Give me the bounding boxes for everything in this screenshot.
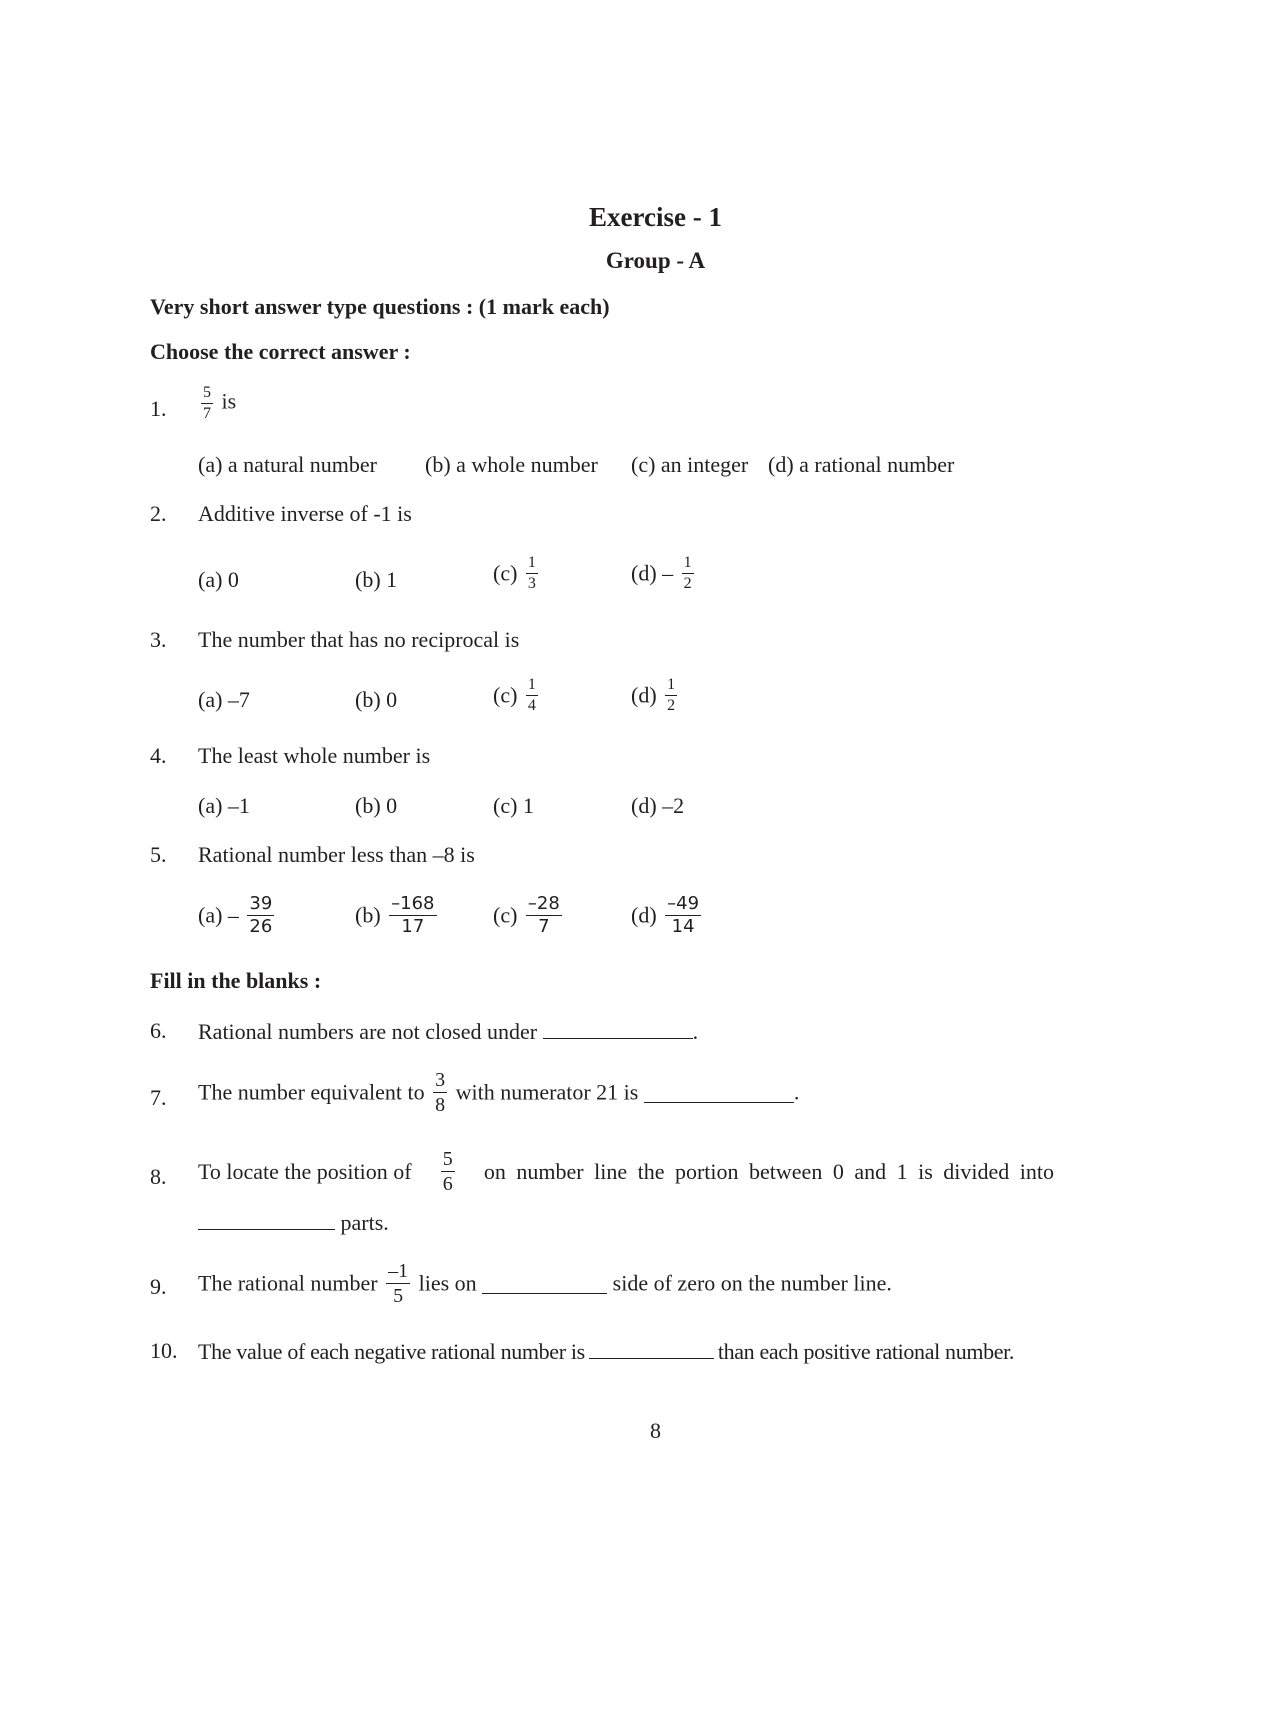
option-b: (b) 1: [355, 567, 398, 592]
question-number: 1.: [150, 396, 167, 421]
fill-heading: Fill in the blanks :: [150, 968, 322, 993]
question-number: 6.: [150, 1018, 167, 1043]
fraction: $\frac{-1}{5}$: [388, 1260, 409, 1307]
question-number: 10.: [150, 1338, 178, 1363]
option-d: (d) $\frac{1}{2}$: [631, 676, 676, 714]
question-text: Rational number less than –8 is: [198, 842, 475, 867]
option-d: (d) a rational number: [768, 452, 955, 477]
option-b: (b) a whole number: [425, 452, 598, 477]
option-b: (b) $\frac{-168}{17}$: [355, 893, 435, 937]
page-number: 8: [650, 1418, 661, 1443]
question-text: Rational numbers are not closed under .: [198, 1019, 699, 1044]
option-b: (b) 0: [355, 793, 398, 818]
option-a: (a) – $\frac{39}{26}$: [198, 893, 273, 937]
option-c: (c) an integer: [631, 452, 749, 477]
option-c: (c) $\frac{-28}{7}$: [493, 893, 560, 937]
exercise-title: Exercise - 1: [589, 202, 722, 232]
fraction: $\frac{5}{6}$: [442, 1148, 453, 1195]
group-title: Group - A: [605, 248, 706, 273]
option-d: (d) $\frac{-49}{14}$: [631, 893, 700, 937]
answer-blank: [543, 1018, 693, 1039]
section-heading: Very short answer type questions : (1 mark each): [150, 294, 610, 319]
question-number: 3.: [150, 627, 167, 652]
option-d: (d) –2: [631, 793, 685, 818]
fraction: $\frac{5}{7}$: [203, 384, 211, 422]
option-a: (a) –7: [198, 687, 250, 712]
question-text: The rational number $\frac{-1}{5}$ lies on side of zero on the number line.: [198, 1260, 892, 1307]
question-number: 7.: [150, 1085, 167, 1110]
question-number: 5.: [150, 842, 167, 867]
answer-blank: [198, 1209, 335, 1230]
question-text-line-2: parts.: [198, 1209, 389, 1236]
question-text: The number equivalent to $\frac{3}{8}$ with numerator 21 is .: [198, 1069, 800, 1116]
question-number: 2.: [150, 501, 167, 526]
question-text: The value of each negative rational number is than each positive rational number.: [198, 1339, 1015, 1364]
option-c: (c) $\frac{1}{4}$: [493, 676, 536, 714]
option-c: (c) $\frac{1}{3}$: [493, 554, 536, 592]
choose-heading: Choose the correct answer :: [150, 339, 411, 364]
answer-blank: [482, 1273, 607, 1294]
question-text: $\frac{5}{7}$ is: [203, 384, 237, 422]
option-d: (d) – $\frac{1}{2}$: [631, 554, 692, 592]
question-text: The number that has no reciprocal is: [198, 627, 520, 652]
question-text: To locate the position of $\frac{5}{6}$ on number line the portion between 0 and 1 is divided into: [198, 1148, 1054, 1195]
option-c: (c) 1: [493, 793, 534, 818]
option-a: (a) 0: [198, 567, 239, 592]
question-text: Additive inverse of -1 is: [198, 501, 412, 526]
question-number: 9.: [150, 1274, 167, 1299]
option-a: (a) a natural number: [198, 452, 377, 477]
option-a: (a) –1: [198, 793, 250, 818]
question-number: 4.: [150, 743, 167, 768]
answer-blank: [644, 1082, 794, 1103]
question-number: 8.: [150, 1164, 167, 1189]
option-b: (b) 0: [355, 687, 398, 712]
question-text: The least whole number is: [198, 743, 431, 768]
fraction: $\frac{3}{8}$: [435, 1069, 446, 1116]
answer-blank: [589, 1338, 714, 1359]
